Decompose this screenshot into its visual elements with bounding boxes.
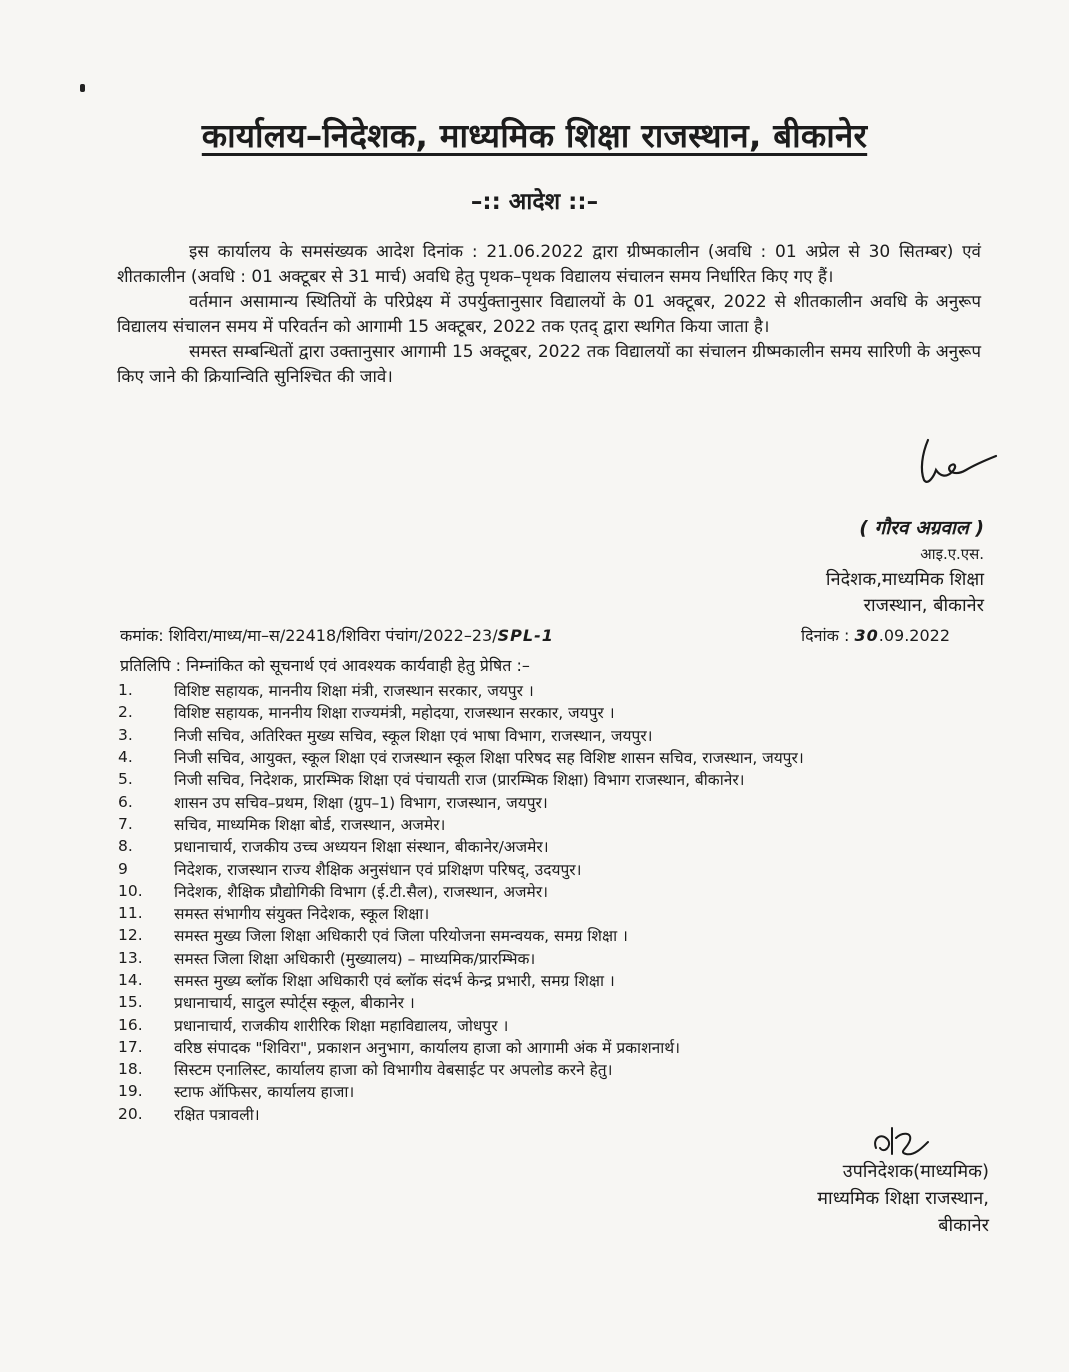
list-item-number: 9 bbox=[118, 859, 128, 878]
list-item-number: 2. bbox=[118, 703, 133, 722]
list-item-text: प्रधानाचार्य, सादुल स्पोर्ट्स स्कूल, बीकानेर । bbox=[174, 994, 415, 1013]
list-item bbox=[118, 790, 998, 812]
list-item-text: विशिष्ट सहायक, माननीय शिक्षा राज्यमंत्री, महोदया, राजस्थान सरकार, जयपुर । bbox=[174, 704, 615, 723]
list-item-number: 20. bbox=[118, 1104, 143, 1123]
margin-mark bbox=[80, 84, 85, 92]
list-item-text: निदेशक, शैक्षिक प्रौद्योगिकी विभाग (ई.टी.सैल), राजस्थान, अजमेर। bbox=[174, 882, 549, 901]
list-item bbox=[118, 880, 998, 902]
list-item-text: समस्त मुख्य जिला शिक्षा अधिकारी एवं जिला परियोजना समन्वयक, समग्र शिक्षा । bbox=[174, 927, 628, 946]
list-item-text: सचिव, माध्यमिक शिक्षा बोर्ड, राजस्थान, अजमेर। bbox=[174, 815, 446, 834]
list-item-text: प्रधानाचार्य, राजकीय उच्च अध्ययन शिक्षा संस्थान, बीकानेर/अजमेर। bbox=[174, 838, 549, 857]
deputy-director-signature-block bbox=[817, 1158, 989, 1239]
reference-date-rest: .09.2022 bbox=[878, 626, 950, 645]
list-item bbox=[118, 768, 998, 790]
director-signature-block bbox=[826, 515, 984, 619]
list-item-number: 14. bbox=[118, 971, 143, 989]
copy-to-heading: प्रतिलिपि : निम्नांकित को सूचनार्थ एवं आवश्यक कार्यवाही हेतु प्रेषित :– bbox=[120, 656, 530, 675]
list-item-number: 1. bbox=[118, 681, 133, 700]
reference-number-handwritten: SPL-1 bbox=[497, 626, 554, 645]
reference-date-label: दिनांक : bbox=[800, 626, 850, 645]
order-heading: –:: आदेश ::– bbox=[470, 189, 599, 215]
list-item-number: 3. bbox=[118, 725, 133, 744]
list-item bbox=[118, 1013, 998, 1035]
signatory-location: राजस्थान, बीकानेर bbox=[863, 595, 984, 616]
order-body bbox=[117, 240, 981, 390]
list-item-number: 4. bbox=[118, 748, 133, 767]
deputy-department: माध्यमिक शिक्षा राजस्थान, bbox=[817, 1188, 989, 1209]
paragraph-3: समस्त सम्बन्धितों द्वारा उक्तानुसार आगामी 15 अक्टूबर, 2022 तक विद्यालयों का संचालन ग्रीष्मकालीन समय सारिणी के अनुरूप किए जाने की क्रियान्विति सुनिश्चित की जावे। bbox=[117, 342, 981, 387]
list-item-number: 18. bbox=[118, 1060, 143, 1079]
list-item-text: समस्त जिला शिक्षा अधिकारी (मुख्यालय) – माध्यमिक/प्रारम्भिक। bbox=[174, 949, 536, 968]
list-item-text: सिस्टम एनालिस्ट, कार्यालय हाजा को विभागीय वेबसाईट पर अपलोड करने हेतु। bbox=[174, 1061, 613, 1080]
list-item-number: 13. bbox=[118, 948, 143, 967]
list-item-text: विशिष्ट सहायक, माननीय शिक्षा मंत्री, राजस्थान सरकार, जयपुर । bbox=[174, 682, 534, 701]
list-item bbox=[118, 1036, 998, 1058]
list-item-number: 8. bbox=[118, 837, 133, 856]
office-title: कार्यालय–निदेशक, माध्यमिक शिक्षा राजस्थान, बीकानेर bbox=[201, 116, 868, 155]
list-item-number: 19. bbox=[118, 1082, 143, 1101]
list-item bbox=[118, 835, 998, 857]
reference-date-day: 30 bbox=[854, 626, 879, 645]
list-item-number: 11. bbox=[118, 904, 143, 923]
list-item-number: 17. bbox=[118, 1037, 143, 1056]
list-item-text: वरिष्ठ संपादक "शिविरा", प्रकाशन अनुभाग, कार्यालय हाजा को आगामी अंक में प्रकाशनार्थ। bbox=[174, 1038, 681, 1057]
paragraph-2: वर्तमान असामान्य स्थितियों के परिप्रेक्ष्य में उपर्युक्तानुसार विद्यालयों के 01 अक्टूबर, 2022 से शीतकालीन अवधि के अनुरूप विद्यालय संचालन समय में परिवर्तन को आगामी 15 अक्टूबर, 2022 तक एतद् द्वारा स्थगित किया जाता है। bbox=[117, 292, 981, 337]
list-item bbox=[118, 947, 998, 969]
list-item bbox=[118, 813, 998, 835]
signatory-service: आइ.ए.एस. bbox=[920, 545, 984, 563]
list-item bbox=[118, 924, 998, 946]
copy-to-list bbox=[118, 679, 998, 1125]
list-item-text: निजी सचिव, आयुक्त, स्कूल शिक्षा एवं राजस्थान स्कूल शिक्षा परिषद सह विशिष्ट शासन सचिव, राजस्थान, जयपुर। bbox=[174, 749, 804, 768]
director-signature bbox=[900, 432, 1000, 492]
list-item-text: रक्षित पत्रावली। bbox=[174, 1105, 260, 1124]
list-item bbox=[118, 746, 998, 768]
reference-number-label: कमांक: शिविरा/माध्य/मा–स/22418/शिविरा पंचांग/2022–23/ bbox=[120, 626, 498, 645]
list-item-text: निदेशक, राजस्थान राज्य शैक्षिक अनुसंधान एवं प्रशिक्षण परिषद्, उदयपुर। bbox=[174, 860, 582, 879]
paragraph-1: इस कार्यालय के समसंख्यक आदेश दिनांक : 21.06.2022 द्वारा ग्रीष्मकालीन (अवधि : 01 अप्रेल से 30 सितम्बर) एवं शीतकालीन (अवधि : 01 अक्टूबर से 31 मार्च) अवधि हेतु पृथक–पृथक विद्यालय संचालन समय निर्धारित किए गए हैं। bbox=[117, 242, 981, 287]
list-item-text: निजी सचिव, निदेशक, प्रारम्भिक शिक्षा एवं पंचायती राज (प्रारम्भिक शिक्षा) विभाग राजस्थान, बीकानेर। bbox=[174, 771, 745, 790]
list-item-number: 15. bbox=[118, 993, 143, 1012]
list-item bbox=[118, 991, 998, 1013]
list-item-number: 12. bbox=[118, 926, 143, 945]
list-item-number: 10. bbox=[118, 881, 143, 900]
list-item-text: समस्त मुख्य ब्लॉक शिक्षा अधिकारी एवं ब्लॉक संदर्भ केन्द्र प्रभारी, समग्र शिक्षा । bbox=[174, 972, 615, 990]
list-item-text: शासन उप सचिव–प्रथम, शिक्षा (ग्रुप–1) विभाग, राजस्थान, जयपुर। bbox=[174, 793, 548, 812]
list-item bbox=[118, 969, 998, 991]
list-item bbox=[118, 857, 998, 879]
list-item bbox=[118, 679, 998, 701]
reference-date bbox=[801, 624, 950, 646]
reference-number bbox=[120, 624, 554, 646]
list-item-text: प्रधानाचार्य, राजकीय शारीरिक शिक्षा महाविद्यालय, जोधपुर । bbox=[174, 1016, 509, 1035]
list-item-text: निजी सचिव, अतिरिक्त मुख्य सचिव, स्कूल शिक्षा एवं भाषा विभाग, राजस्थान, जयपुर। bbox=[174, 726, 653, 745]
list-item-number: 5. bbox=[118, 770, 133, 789]
list-item bbox=[118, 1080, 998, 1102]
list-item bbox=[118, 1058, 998, 1080]
signatory-designation: निदेशक,माध्यमिक शिक्षा bbox=[825, 569, 984, 590]
list-item bbox=[118, 902, 998, 924]
list-item bbox=[118, 724, 998, 746]
list-item-text: स्टाफ ऑफिसर, कार्यालय हाजा। bbox=[174, 1083, 355, 1102]
deputy-designation: उपनिदेशक(माध्यमिक) bbox=[842, 1161, 989, 1182]
list-item-number: 6. bbox=[118, 792, 133, 811]
list-item-text: समस्त संभागीय संयुक्त निदेशक, स्कूल शिक्षा। bbox=[174, 905, 430, 924]
deputy-location: बीकानेर bbox=[938, 1215, 989, 1236]
list-item bbox=[118, 701, 998, 723]
signatory-name: ( गौरव अग्रवाल ) bbox=[859, 517, 984, 539]
reference-line bbox=[120, 624, 950, 646]
list-item-number: 7. bbox=[118, 814, 133, 833]
list-item-number: 16. bbox=[118, 1015, 143, 1034]
